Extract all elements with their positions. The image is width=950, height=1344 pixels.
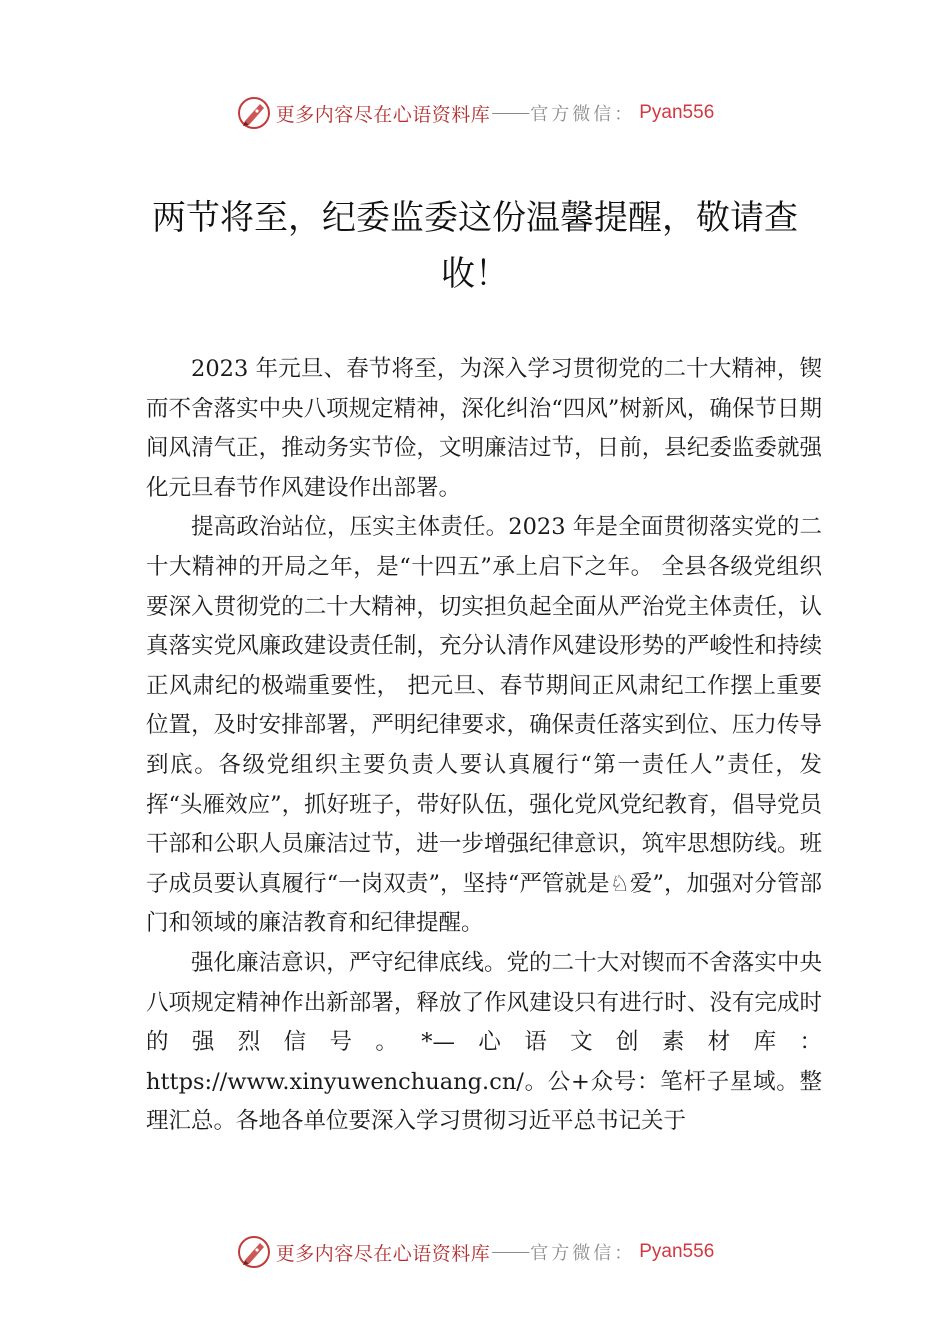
document-body bbox=[146, 350, 822, 1142]
paragraph-3: 强化廉洁意识，严守纪律底线。党的二十大对锲而不舍落实中央八项规定精神作出新部署，释放了作风建设只有进行时、没有完成时的强烈信号。*—心语文创素材库：https://www.xinyuwenchuang.cn/。公+众号：笔杆子星域。整理汇总。各地各单位要深入学习贯彻习近平总书记关于 bbox=[146, 949, 822, 1135]
footer-banner bbox=[0, 1232, 950, 1272]
header-wechat-id: Pyan556 bbox=[639, 102, 715, 123]
pen-logo-icon bbox=[236, 1234, 272, 1270]
header-banner bbox=[0, 93, 950, 133]
footer-brand-text: 更多内容尽在心语资料库 bbox=[275, 1242, 491, 1265]
header-separator: —— bbox=[492, 102, 529, 123]
paragraph-1: 2023 年元旦、春节将至，为深入学习贯彻党的二十大精神，锲而不舍落实中央八项规定精神，深化纠治“四风”树新风，确保节日期间风清气正，推动务实节俭，文明廉洁过节，日前，县纪委监委就强化元旦春节作风建设作出部署。 bbox=[146, 356, 822, 501]
document-title: 两节将至，纪委监委这份温馨提醒，敬请查收！ bbox=[152, 198, 798, 294]
header-brand-text: 更多内容尽在心语资料库 bbox=[275, 103, 491, 126]
footer-separator: —— bbox=[492, 1241, 529, 1262]
paragraph-2: 提高政治站位，压实主体责任。2023 年是全面贯彻落实党的二十大精神的开局之年，是“十四五”承上启下之年。 全县各级党组织要深入贯彻党的二十大精神，切实担负起全面从严治党主体责任，认真落实党风廉政建设责任制，充分认清作风建设形势的严峻性和持续正风肃纪的极端重要性， 把元旦、春节期间正风肃纪工作摆上重要位置，及时安排部署，严明纪律要求，确保责任落实到位、压力传导到底。各级党组织主要负责人要认真履行“第一责任人”责任，发挥“头雁效应”，抓好班子，带好队伍，强化党风党纪教育，倡导党员干部和公职人员廉洁过节，进一步增强纪律意识，筑牢思想防线。班子成员要认真履行“一岗双责”，坚持“严管就是♘爱”，加强对分管部门和领域的廉洁教育和纪律提醒。 bbox=[146, 514, 822, 937]
header-wechat-label: 官方微信： bbox=[530, 104, 636, 125]
footer-wechat-label: 官方微信： bbox=[530, 1243, 636, 1264]
footer-wechat-id: Pyan556 bbox=[639, 1241, 715, 1262]
pen-logo-icon bbox=[236, 95, 272, 131]
